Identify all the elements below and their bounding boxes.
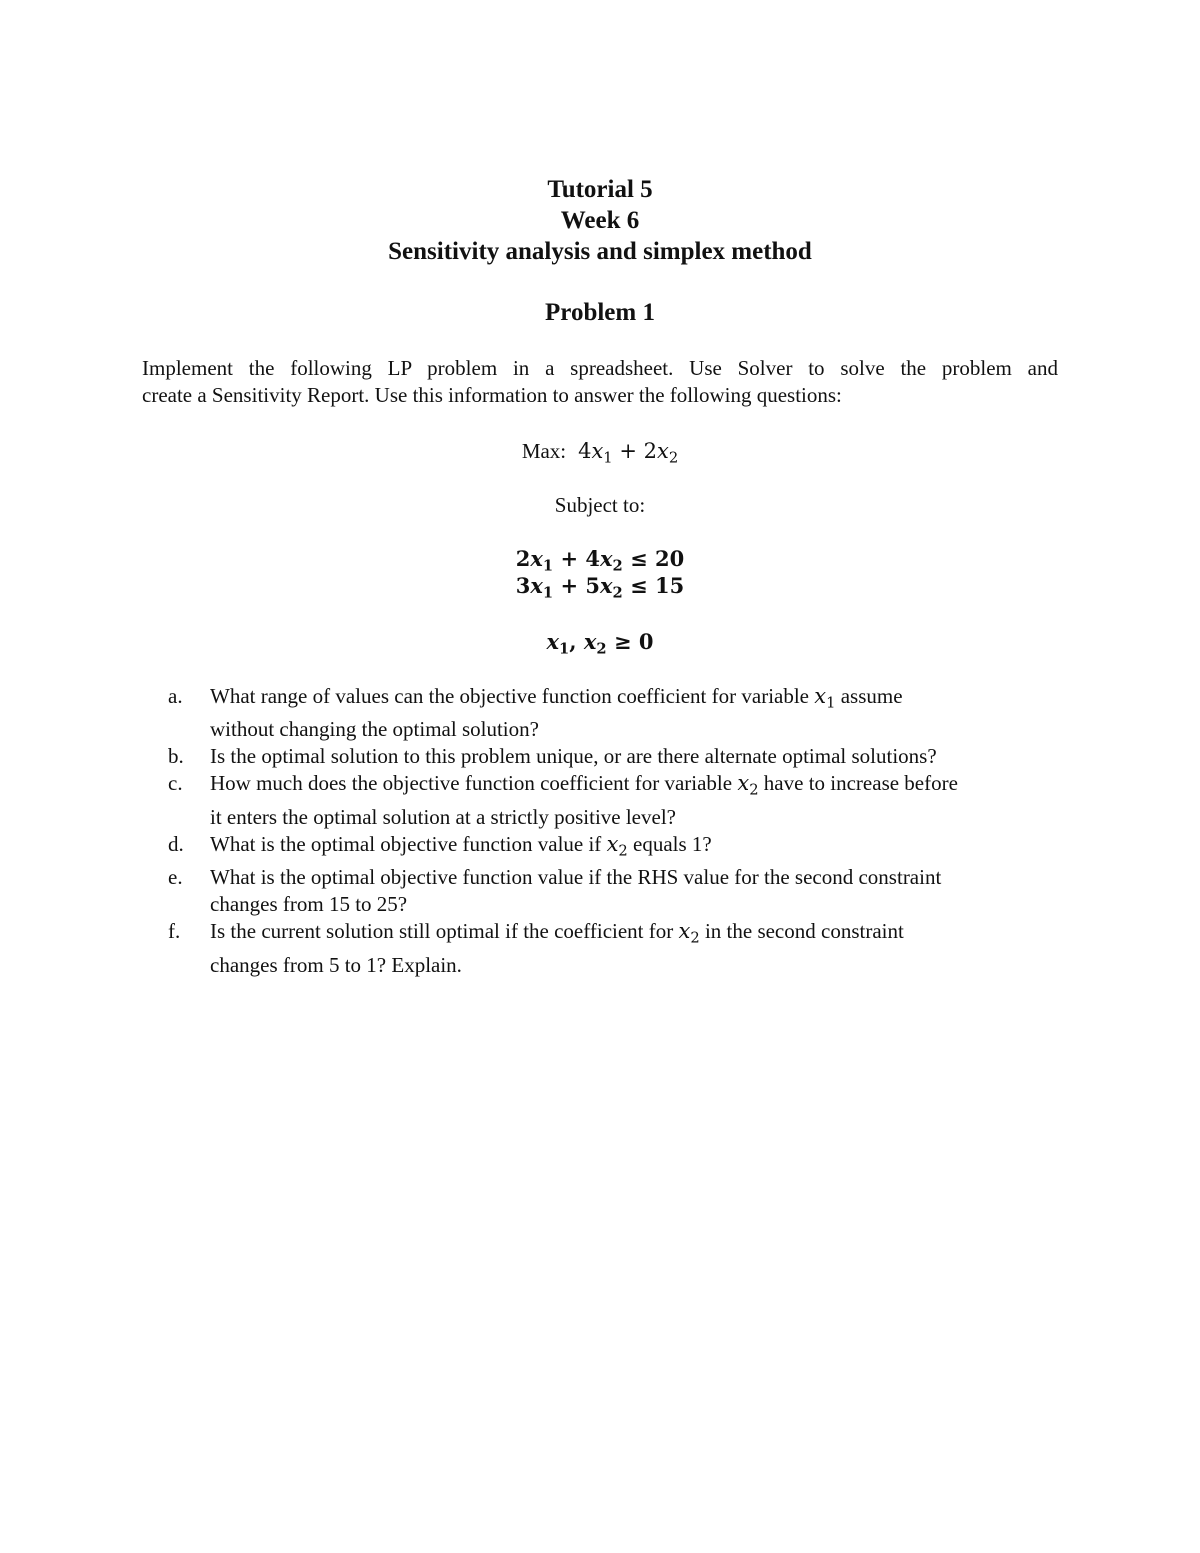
sub-2: 2 — [596, 640, 607, 658]
sub-2: 2 — [612, 584, 623, 602]
var-x: x — [600, 573, 613, 598]
constraint-1: $2x_1 + 4x_2 \le 20$ — [515, 546, 685, 575]
question-text: Is the current solution still optimal if the coefficient for — [210, 919, 679, 944]
question-marker: d. — [168, 831, 184, 856]
var-x: x — [583, 629, 597, 654]
question-text: What is the optimal objective function value if — [210, 831, 607, 856]
c2-coef-2: 5 — [585, 573, 600, 598]
var-x: x — [591, 439, 604, 463]
question-text: have to increase before — [758, 771, 958, 796]
c1-rhs: 20 — [654, 546, 685, 571]
question-text: equals 1? — [627, 831, 712, 856]
question-text: without changing the optimal solution? — [210, 717, 539, 742]
question-b — [168, 743, 1068, 770]
question-list — [168, 683, 1068, 979]
var-x: x — [546, 629, 560, 654]
c1-coef-1: 2 — [515, 546, 531, 571]
question-marker: c. — [168, 771, 183, 796]
constraint-2: $3x_1 + 5x_2 \le 15$ — [515, 573, 685, 602]
question-text: assume — [835, 684, 903, 708]
sub-2: 2 — [612, 557, 623, 575]
c1-coef-2: 4 — [585, 546, 600, 571]
question-text: Is the optimal solution to this problem unique, or are there alternate optimal solutions? — [210, 744, 937, 769]
question-text: changes from 15 to 25? — [210, 892, 408, 917]
var-x: x — [530, 546, 543, 571]
var-x: x — [600, 546, 613, 571]
question-marker: b. — [168, 744, 184, 769]
obj-coef-1: 4 — [578, 439, 592, 463]
sub-1: 1 — [603, 449, 613, 467]
nonneg-rhs: 0 — [638, 629, 654, 654]
title-block — [0, 174, 1200, 267]
question-text: How much does the objective function coefficient for variable — [210, 771, 738, 796]
sub-1: 1 — [542, 557, 554, 575]
sub-1: 1 — [559, 640, 570, 658]
objective-label: Max: — [521, 439, 567, 463]
obj-coef-2: 2 — [643, 439, 657, 463]
question-marker: e. — [168, 865, 183, 890]
week-title: Week 6 — [560, 207, 640, 234]
question-text: What is the optimal objective function value if the RHS value for the second constraint — [210, 865, 942, 890]
sub-1: 1 — [542, 584, 554, 602]
question-marker: f. — [168, 919, 181, 944]
sub-index: 2 — [618, 842, 628, 860]
question-c — [168, 770, 1068, 830]
problem-intro — [142, 355, 1058, 409]
var-x: x — [737, 771, 750, 796]
question-f — [168, 918, 1068, 978]
question-text: changes from 5 to 1? Explain. — [210, 952, 462, 977]
tutorial-title: Tutorial 5 — [547, 176, 653, 203]
question-a — [168, 683, 1068, 743]
c2-coef-1: 3 — [515, 573, 531, 598]
c2-rhs: 15 — [654, 573, 685, 598]
question-marker: a. — [168, 684, 183, 708]
question-text: it enters the optimal solution at a strictly positive level? — [210, 804, 676, 829]
intro-line-1: Implement the following LP problem in a spreadsheet. Use Solver to solve the problem and — [142, 356, 1058, 380]
intro-line-2: create a Sensitivity Report. Use this information to answer the following questions: — [142, 383, 842, 407]
var-x: x — [656, 439, 669, 463]
question-text: What range of values can the objective function coefficient for variable — [210, 684, 815, 708]
sub-2: 2 — [668, 449, 679, 467]
problem-heading: Problem 1 — [545, 299, 655, 326]
sub-index: 2 — [749, 781, 759, 799]
var-x: x — [814, 684, 827, 708]
topic-title: Sensitivity analysis and simplex method — [388, 238, 812, 265]
var-x: x — [606, 831, 619, 856]
sub-index: 1 — [826, 694, 836, 712]
question-d — [168, 831, 1068, 864]
nonnegativity-constraint: $x_1$, $x_2 \ge 0$ — [546, 629, 654, 658]
sub-index: 2 — [690, 929, 700, 947]
question-e — [168, 864, 1068, 918]
objective-function: Max: $4x_1 + 2x_2$ — [521, 439, 679, 467]
var-x: x — [530, 573, 543, 598]
var-x: x — [678, 919, 691, 944]
question-text: in the second constraint — [699, 919, 904, 944]
subject-to-label: Subject to: — [554, 493, 646, 517]
